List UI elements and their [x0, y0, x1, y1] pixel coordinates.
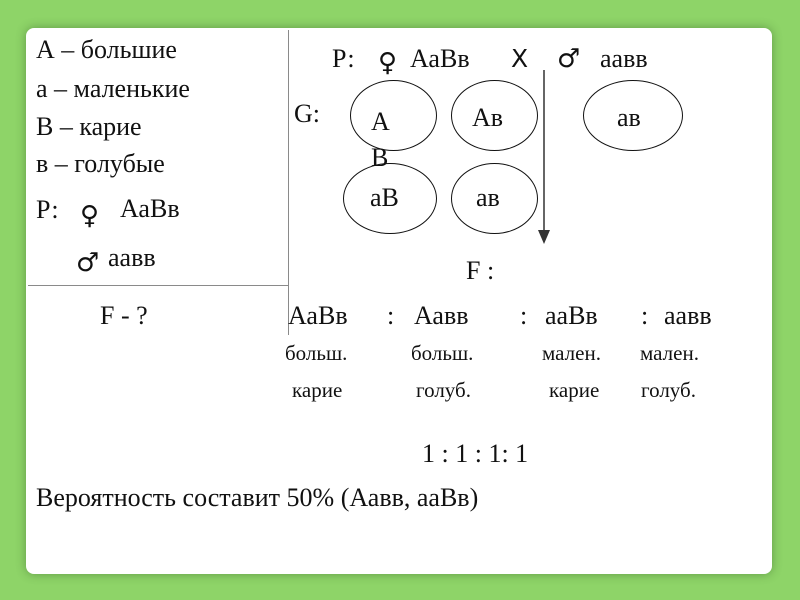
- offspring-size-trait: мален.: [640, 341, 699, 365]
- offspring-size-trait: больш.: [285, 341, 348, 365]
- offspring-size-trait: больш.: [411, 341, 474, 365]
- cross-male-genotype: аавв: [600, 44, 648, 73]
- female-symbol-icon: ♀: [378, 48, 398, 78]
- gamete-label: аВ: [370, 183, 399, 212]
- question-label: F - ?: [100, 301, 148, 330]
- male-symbol-icon: ♂: [557, 44, 581, 74]
- legend-line-4: в – голубые: [36, 149, 165, 178]
- offspring-genotype: аавв: [664, 301, 712, 330]
- offspring-separator: :: [387, 301, 395, 330]
- offspring-color-trait: голуб.: [416, 378, 471, 402]
- offspring-label: F :: [466, 256, 495, 285]
- offspring-color-trait: голуб.: [641, 378, 696, 402]
- ratio: 1 : 1 : 1: 1: [422, 439, 529, 468]
- legend-line-1: А – большие: [36, 35, 177, 64]
- gamete-label: А В: [371, 107, 390, 172]
- cross-female-genotype: АаВв: [410, 44, 470, 73]
- offspring-color-trait: карие: [292, 378, 343, 402]
- offspring-color-trait: карие: [549, 378, 600, 402]
- gamete-label: ав: [617, 103, 641, 132]
- conclusion: Вероятность составит 50% (Аавв, ааВв): [36, 483, 479, 512]
- vertical-divider: [288, 30, 289, 335]
- down-arrow-icon: [537, 70, 551, 245]
- offspring-separator: :: [641, 301, 649, 330]
- offspring-size-trait: мален.: [542, 341, 601, 365]
- gamete-label: ав: [476, 183, 500, 212]
- offspring-separator: :: [520, 301, 528, 330]
- given-male-genotype: аавв: [108, 243, 156, 272]
- legend-line-2: а – маленькие: [36, 74, 190, 103]
- gametes-label: G:: [294, 99, 320, 128]
- offspring-genotype: Аавв: [414, 301, 469, 330]
- given-p-label: Р:: [36, 195, 59, 224]
- offspring-genotype: ааВв: [545, 301, 598, 330]
- cross-p-label: Р:: [332, 44, 355, 73]
- female-symbol-icon: ♀: [80, 201, 100, 231]
- horizontal-divider: [28, 285, 288, 286]
- male-symbol-icon: ♂: [76, 248, 100, 278]
- given-female-genotype: АаВв: [120, 194, 180, 223]
- offspring-genotype: АаВв: [288, 301, 348, 330]
- cross-sign: Х: [511, 44, 529, 73]
- gamete-label: Ав: [472, 103, 504, 132]
- legend-line-3: В – карие: [36, 112, 142, 141]
